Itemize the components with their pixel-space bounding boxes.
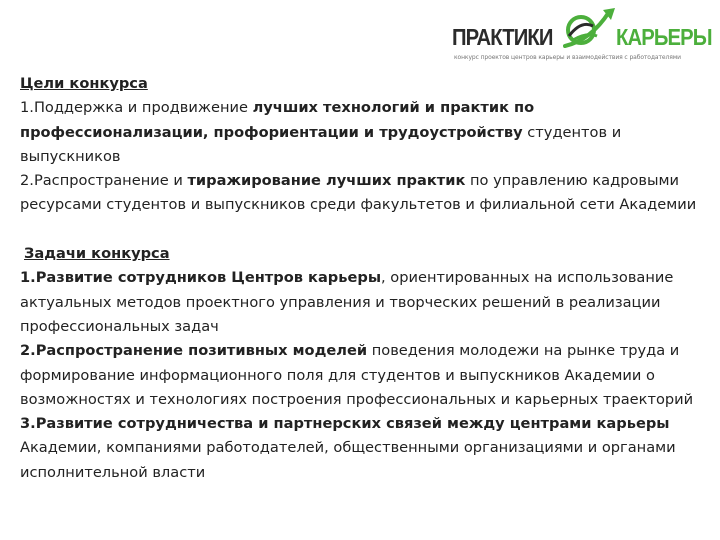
goal-item-2: [20, 169, 712, 218]
goal-item-1: [20, 96, 712, 169]
main-content: [20, 72, 712, 485]
task-item-1: [20, 266, 712, 339]
task-2-text: поведения молодежи на рынке труда и формирование информационного поля для студентов и выпускников Академии о возможностях и технологиях построения профессиональных и карьерных траекторий: [20, 342, 694, 408]
goal-1-bold-text: лучших технологий и практик по профессионализации, профориентации и трудоустройству: [20, 99, 535, 141]
task-3-bold-text: 3.Развитие сотрудничества и партнерских связей между центрами карьеры: [20, 415, 670, 433]
tasks-heading: Задачи конкурса: [24, 245, 170, 263]
section-spacer: [20, 218, 712, 242]
goal-2-bold-text: тиражирование лучших практик: [187, 172, 466, 190]
goal-2-text-end: по управлению кадровыми ресурсами студентов и выпускников среди факультетов и филиальной сети Академии: [20, 172, 697, 214]
logo-swoosh-icon: [547, 6, 619, 56]
task-item-2: [20, 339, 712, 412]
logo: [452, 6, 714, 66]
goals-heading: Цели конкурса: [20, 75, 148, 92]
goal-2-number: 2.: [20, 172, 34, 190]
task-1-bold-text: 1.Развитие сотрудников Центров карьеры: [20, 269, 382, 287]
task-2-bold-text: 2.Распространение позитивных моделей: [20, 342, 368, 360]
logo-word-praktiki: ПРАКТИКИ: [452, 24, 553, 50]
goal-1-text-end: студентов и выпускников: [20, 123, 622, 165]
goal-2-text-start: Распространение и: [33, 172, 188, 190]
logo-tagline: конкурс проектов центров карьеры и взаимодействия с работодателями: [454, 54, 681, 61]
goal-1-number: 1.: [20, 99, 34, 117]
task-3-text: Академии, компаниями работодателей, общественными организациями и органами исполнительной власти: [20, 439, 676, 481]
task-item-3: [20, 412, 712, 485]
goal-1-text-start: Поддержка и продвижение: [33, 99, 253, 117]
task-1-text: , ориентированных на использование актуальных методов проектного управления и творческих решений в реализации профессиональных задач: [20, 269, 674, 335]
logo-word-karery: КАРЬЕРЫ: [616, 24, 712, 50]
